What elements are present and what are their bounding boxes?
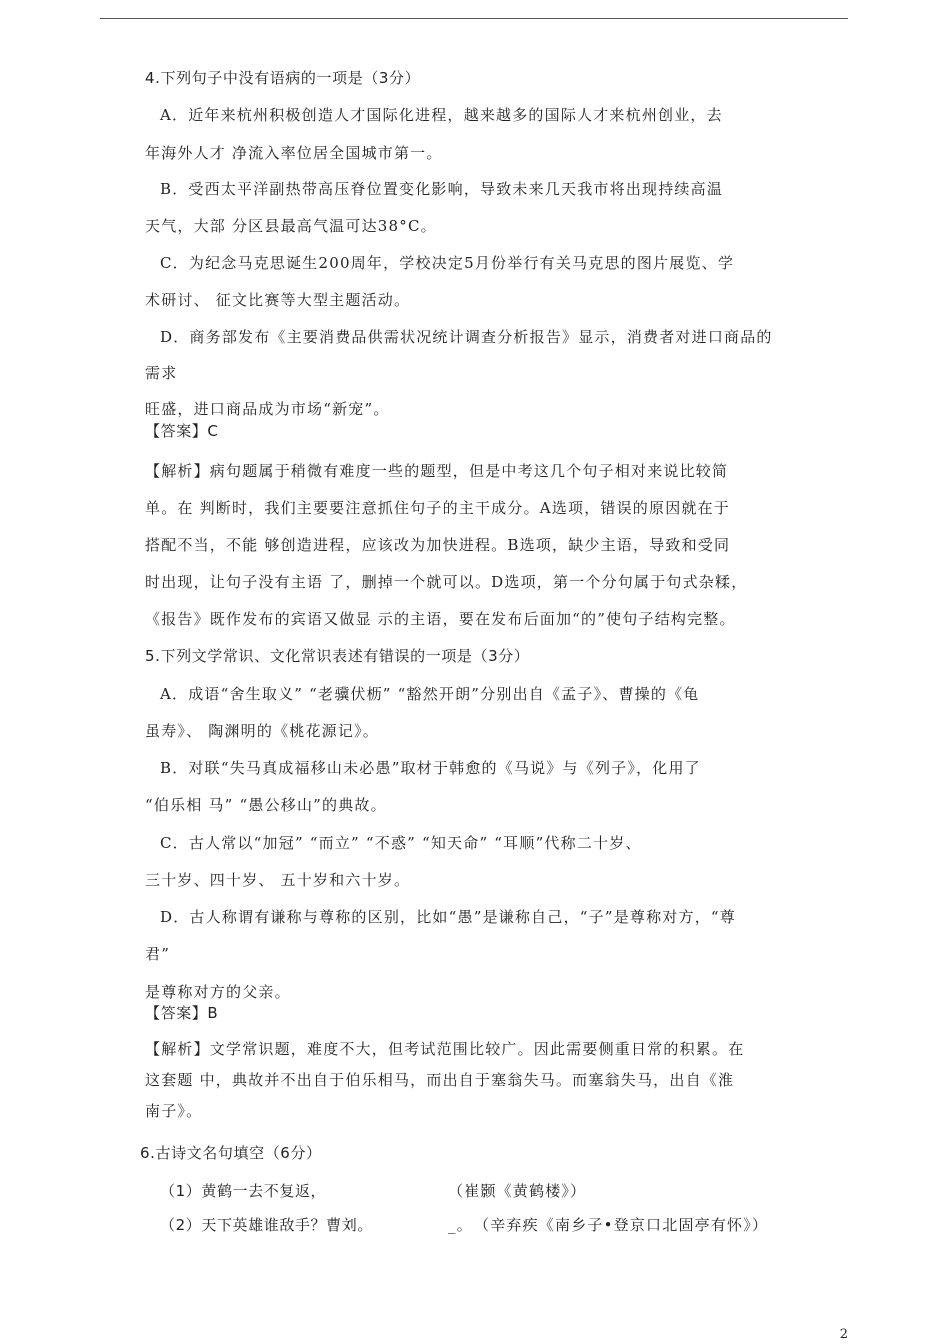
q5-option-b-line2: “伯乐相 马” “愚公移山”的典故。 — [145, 796, 387, 814]
q6-item1-text: （1）黄鹤一去不复返， — [160, 1182, 327, 1200]
q5-explanation-line1: 【解析】文学常识题，难度不大，但考试范围比较广。因此需要侧重日常的积累。在 — [145, 1040, 745, 1058]
q5-explanation-line2: 这套题 中，典故并不出自于伯乐相马，而出自于塞翁失马。而塞翁失马，出自《淮 — [145, 1071, 735, 1089]
q5-option-d-line2: 君” — [145, 945, 171, 963]
q4-option-c-line2: 术研讨、 征文比赛等大型主题活动。 — [145, 291, 411, 309]
q4-option-c-line1: C．为纪念马克思诞生200周年，学校决定5月份举行有关马克思的图片展览、学 — [160, 254, 735, 272]
q4-explanation-line5: 《报告》既作发布的宾语又做显 示的主语，要在发布后面加“的”使句子结构完整。 — [145, 610, 736, 628]
q5-option-a-line2: 虽寿》、 陶渊明的《桃花源记》。 — [145, 722, 379, 740]
q4-answer: 【答案】C — [145, 422, 219, 440]
q5-option-d-line3: 是尊称对方的父亲。 — [145, 983, 291, 1001]
q4-option-d-line2: 需求 — [145, 364, 178, 382]
page-number: 2 — [839, 1327, 848, 1342]
q4-explanation-line4: 时出现，让句子没有主语 了，删掉一个就可以。D选项，第一个分句属于句式杂糅， — [145, 573, 748, 591]
q6-item2-blank: _。 — [448, 1216, 473, 1234]
q4-explanation-line2: 单。在 判断时，我们主要要注意抓住句子的主干成分。A选项，错误的原因就在于 — [145, 499, 731, 517]
q4-option-a-line2: 年海外人才 净流入率位居全国城市第一。 — [145, 144, 443, 162]
q5-option-a-line1: A．成语“舍生取义” “老骥伏枥” “豁然开朗”分别出自《孟子》、曹操的《龟 — [160, 685, 700, 703]
q6-item1-source: （崔颢《黄鹤楼》） — [448, 1182, 587, 1200]
q4-option-d-line3: 旺盛，进口商品成为市场“新宠”。 — [145, 400, 390, 418]
q5-option-c-line1: C．古人常以“加冠” “而立” “不惑” “知天命” “耳顺”代称二十岁、 — [160, 834, 642, 852]
q4-option-b-line1: B．受西太平洋副热带高压脊位置变化影响，导致未来几天我市将出现持续高温 — [160, 180, 724, 198]
q6-item2-source: （辛弃疾《南乡子•登京口北固亭有怀》） — [474, 1216, 769, 1234]
q5-title: 5.下列文学常识、文化常识表述有错误的一项是（3分） — [145, 647, 530, 665]
q5-option-b-line1: B．对联“失马真成福移山未必愚”取材于韩愈的《马说》与《列子》，化用了 — [160, 759, 701, 777]
q6-item2-text: （2）天下英雄谁敌手？曹刘。 — [160, 1216, 373, 1234]
q4-option-a-line1: A．近年来杭州积极创造人才国际化进程，越来越多的国际人才来杭州创业，去 — [160, 106, 723, 124]
q5-explanation-line3: 南子》。 — [145, 1102, 203, 1120]
q4-option-b-line2: 天气，大部 分区县最高气温可达38°C。 — [145, 217, 437, 235]
q4-explanation-line3: 搭配不当，不能 够创造进程，应该改为加快进程。B选项，缺少主语，导致和受同 — [145, 536, 731, 554]
q5-option-d-line1: D．古人称谓有谦称与尊称的区别，比如“愚”是谦称自己，“子”是尊称对方，“尊 — [160, 908, 736, 926]
q6-title: 6.古诗文名句填空（6分） — [140, 1144, 322, 1162]
q4-explanation-line1: 【解析】病句题属于稍微有难度一些的题型，但是中考这几个句子相对来说比较简 — [145, 462, 729, 480]
header-rule — [100, 18, 848, 19]
q4-option-d-line1: D．商务部发布《主要消费品供需状况统计调查分析报告》显示，消费者对进口商品的 — [160, 328, 773, 346]
q4-title: 4.下列句子中没有语病的一项是（3分） — [145, 69, 421, 87]
q5-answer: 【答案】B — [145, 1004, 219, 1022]
q5-option-c-line2: 三十岁、四十岁、 五十岁和六十岁。 — [145, 871, 411, 889]
